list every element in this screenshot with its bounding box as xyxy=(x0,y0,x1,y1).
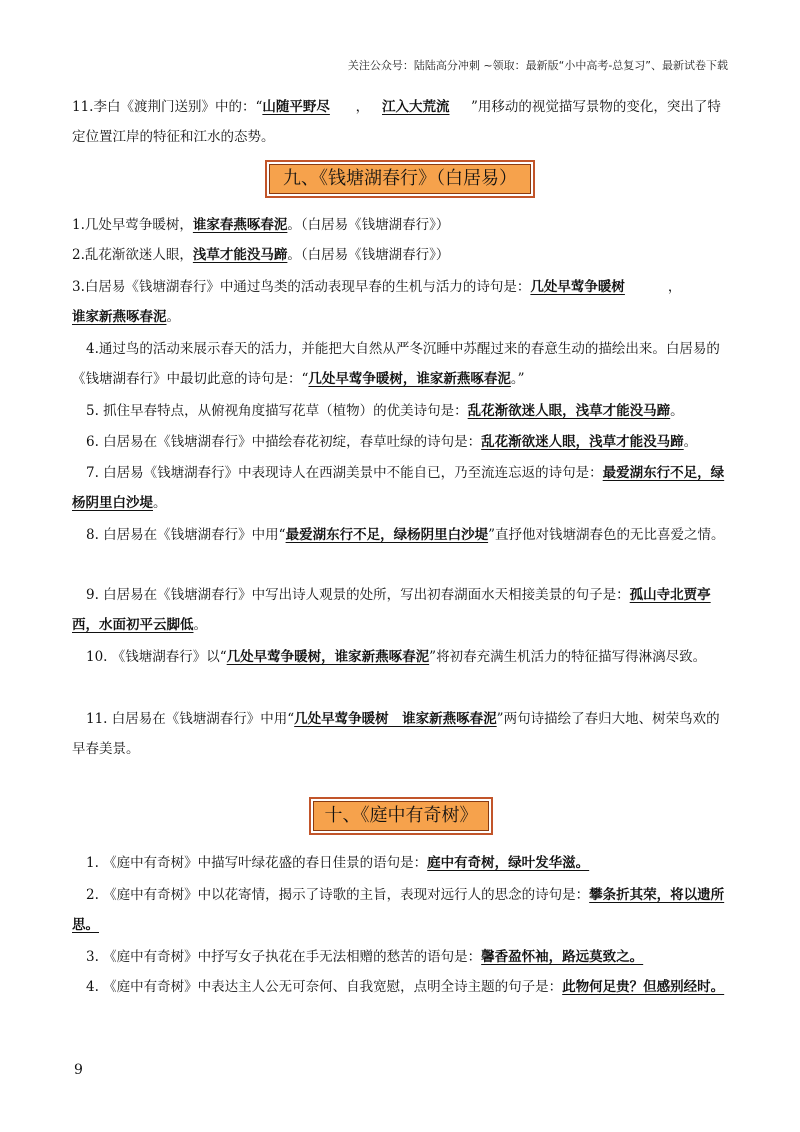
s10-item-3: 3. 《庭中有奇树》中抒写女子执花在手无法相赠的愁苦的语句是：馨香盈怀袖，路远莫致之。 xyxy=(86,949,644,965)
s9-item-9: 9. 白居易在《钱塘湖春行》中写出诗人观景的处所，写出初春湖面水天相接美景的句子是：孤山寺北贾亭西，水面初平云脚低。 xyxy=(72,587,711,633)
section-9-title: 九、《钱塘湖春行》（白居易） xyxy=(265,160,535,198)
s10-item-1: 1. 《庭中有奇树》中描写叶绿花盛的春日佳景的语句是：庭中有奇树，绿叶发华滋。 xyxy=(86,855,590,871)
s9-item-11: 11. 白居易在《钱塘湖春行》中用“几处早莺争暖树 谁家新燕啄春泥”两句诗描绘了春归大地、树荣鸟欢的早春美景。 xyxy=(72,711,720,757)
page-header: 关注公众号：陆陆高分冲刺 ~领取：最新版“小中高考-总复习”、最新试卷下载 xyxy=(347,59,728,72)
s9-item-1: 1.几处早莺争暖树，谁家春燕啄春泥。（白居易《钱塘湖春行》） xyxy=(72,217,450,233)
s9-item-4: 4.通过鸟的活动来展示春天的活力，并能把大自然从严冬沉睡中苏醒过来的春意生动的描绘出来。白居易的《钱塘湖春行》中最切此意的诗句是：“几处早莺争暖树，谁家新燕啄春泥。” xyxy=(72,341,720,387)
s9-item-7: 7. 白居易《钱塘湖春行》中表现诗人在西湖美景中不能自已，乃至流连忘返的诗句是：最爱湖东行不足，绿杨阴里白沙堤。 xyxy=(72,465,725,511)
s9-item-5: 5. 抓住早春特点，从俯视角度描写花草（植物）的优美诗句是：乱花渐欲迷人眼，浅草才能没马蹄。 xyxy=(86,403,684,419)
s9-item-3: 3.白居易《钱塘湖春行》中通过鸟类的活动表现早春的生机与活力的诗句是：几处早莺争暖树 ， 谁家新燕啄春泥。 xyxy=(72,279,682,325)
section-10-title: 十、《庭中有奇树》 xyxy=(309,797,493,835)
s9-item-8: 8. 白居易在《钱塘湖春行》中用“最爱湖东行不足，绿杨阴里白沙堤”直抒他对钱塘湖春色的无比喜爱之情。 xyxy=(86,527,725,543)
s9-item-10: 10. 《钱塘湖春行》以“几处早莺争暖树，谁家新燕啄春泥”将初春充满生机活力的特征描写得淋漓尽致。 xyxy=(86,649,707,665)
s9-item-6: 6. 白居易在《钱塘湖春行》中描绘春花初绽，春草吐绿的诗句是：乱花渐欲迷人眼，浅草才能没马蹄。 xyxy=(86,434,698,450)
s9-item-2: 2.乱花渐欲迷人眼，浅草才能没马蹄。（白居易《钱塘湖春行》） xyxy=(72,247,450,263)
s10-item-4: 4. 《庭中有奇树》中表达主人公无可奈何、自我宽慰，点明全诗主题的句子是：此物何足贵？但感别经时。 xyxy=(86,979,725,995)
top-item: 11.李白《渡荆门送别》中的：“山随平野尽 ， 江入大荒流 ”用移动的视觉描写景物的变化，突出了特定位置江岸的特征和江水的态势。 xyxy=(72,99,721,145)
page-number: 9 xyxy=(74,1062,83,1078)
s10-item-2: 2. 《庭中有奇树》中以花寄情，揭示了诗歌的主旨，表现对远行人的思念的诗句是：攀条折其荣，将以遗所思。 xyxy=(72,887,725,933)
